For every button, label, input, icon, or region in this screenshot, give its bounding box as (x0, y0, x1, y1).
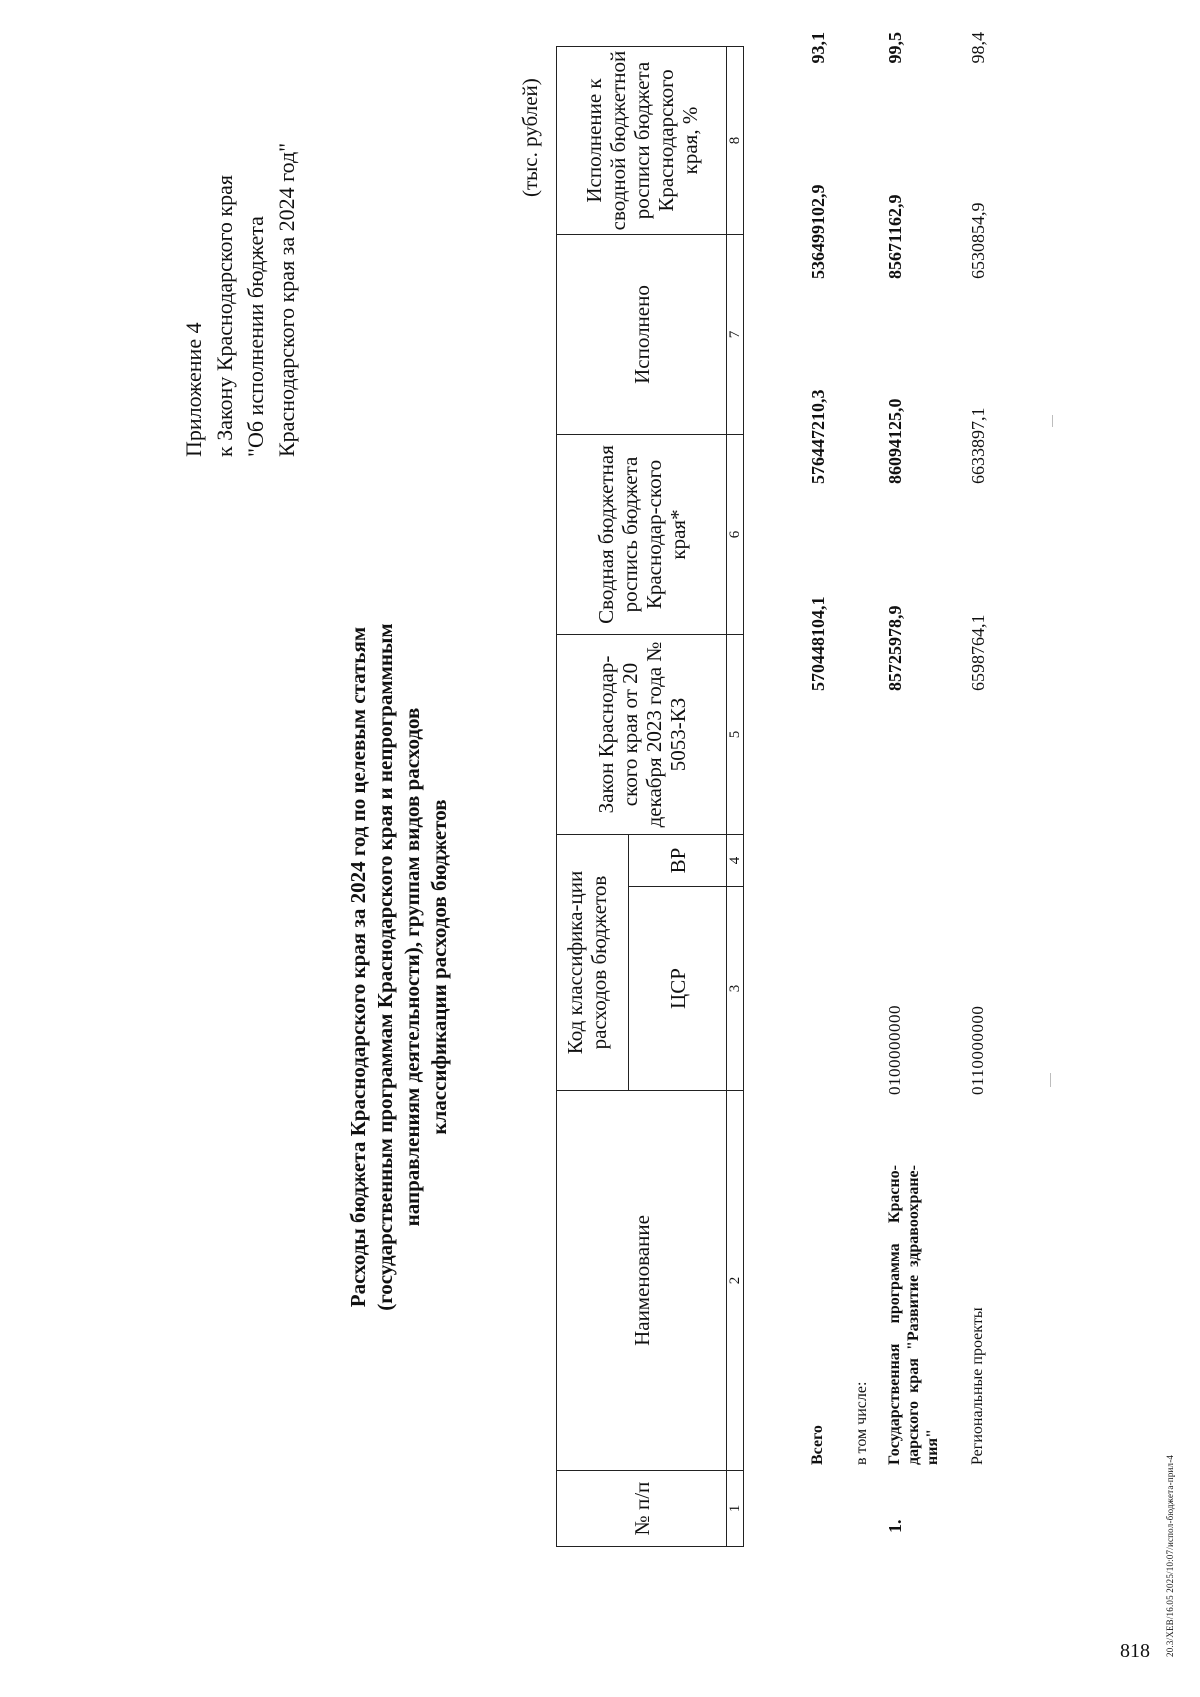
scan-speck (1052, 415, 1053, 427)
title-line-1: Расходы бюджета Краснодарского края за 2024 год по целевым статьям (346, 626, 370, 1308)
title-line-4: классификации расходов бюджетов (427, 799, 451, 1135)
title-line-3: направлениям деятельности), группам видов расходов (400, 707, 424, 1227)
header-svod: Сводная бюджетная роспись бюджета Краснодар-ского края* (557, 435, 727, 635)
row-law: 570448104,1 (808, 596, 828, 691)
row-isp: 6530854,9 (968, 202, 988, 279)
row-name: Всего (809, 1425, 826, 1465)
page-number: 818 (1120, 1640, 1150, 1662)
footer-code: 20.3/ХЕВ/16.05 2025/10:07/испол-бюджета-прил-4 (1165, 1454, 1175, 1657)
row-isp: 536499102,9 (808, 184, 828, 279)
row-csr: 0110000000 (968, 1005, 987, 1095)
row-pct: 99,5 (885, 32, 905, 64)
appendix-line-4: Краснодарского края за 2024 год" (274, 142, 299, 457)
col-number: 7 (727, 235, 744, 435)
table-row (885, 32, 945, 1547)
document-title (345, 537, 453, 1397)
header-code: Код классифика-ции расходов бюджетов (557, 835, 629, 1091)
row-svod: 86094125,0 (885, 398, 905, 484)
col-number: 6 (727, 435, 744, 635)
row-law: 85725978,9 (885, 605, 905, 691)
col-number: 1 (727, 1471, 744, 1547)
row-name: в том числе: (853, 1381, 870, 1465)
row-no: 1. (885, 1519, 905, 1533)
table-row (968, 32, 1028, 1547)
budget-table-header (556, 46, 744, 1547)
col-number: 3 (727, 887, 744, 1091)
appendix-line-3: "Об исполнении бюджета (243, 216, 268, 457)
unit-label: (тыс. рублей) (518, 78, 542, 197)
row-svod: 576447210,3 (808, 389, 828, 484)
col-number: 5 (727, 635, 744, 835)
col-number: 8 (727, 47, 744, 235)
row-pct: 98,4 (968, 32, 988, 64)
column-numbers-row (727, 47, 744, 1547)
row-name: Государственная программа Красно-дарского края "Развитие здравоохране-ния" (886, 1165, 941, 1465)
header-vr: ВР (629, 835, 727, 887)
row-name: Региональные проекты (969, 1307, 986, 1465)
row-law: 6598764,1 (968, 614, 988, 691)
header-isp: Исполнено (557, 235, 727, 435)
header-pct: Исполнение к сводной бюджетной росписи бюджета Краснодарского края, % (557, 47, 727, 235)
appendix-line-1: Приложение 4 (181, 322, 206, 457)
header-name: Наименование (557, 1091, 727, 1471)
header-no: № п/п (557, 1471, 727, 1547)
row-isp: 85671162,9 (885, 194, 905, 279)
row-pct: 93,1 (808, 32, 828, 64)
appendix-header (178, 143, 302, 457)
header-law: Закон Краснодар-ского края от 20 декабря 2023 года № 5053-КЗ (557, 635, 727, 835)
appendix-line-2: к Закону Краснодарского края (212, 174, 237, 457)
row-svod: 6633897,1 (968, 407, 988, 484)
col-number: 2 (727, 1091, 744, 1471)
col-number: 4 (727, 835, 744, 887)
scan-speck (1050, 1073, 1051, 1087)
header-csr: ЦСР (629, 887, 727, 1091)
row-csr: 0100000000 (885, 1005, 904, 1095)
title-line-2: (государственным программам Краснодарского края и непрограммным (373, 623, 397, 1311)
